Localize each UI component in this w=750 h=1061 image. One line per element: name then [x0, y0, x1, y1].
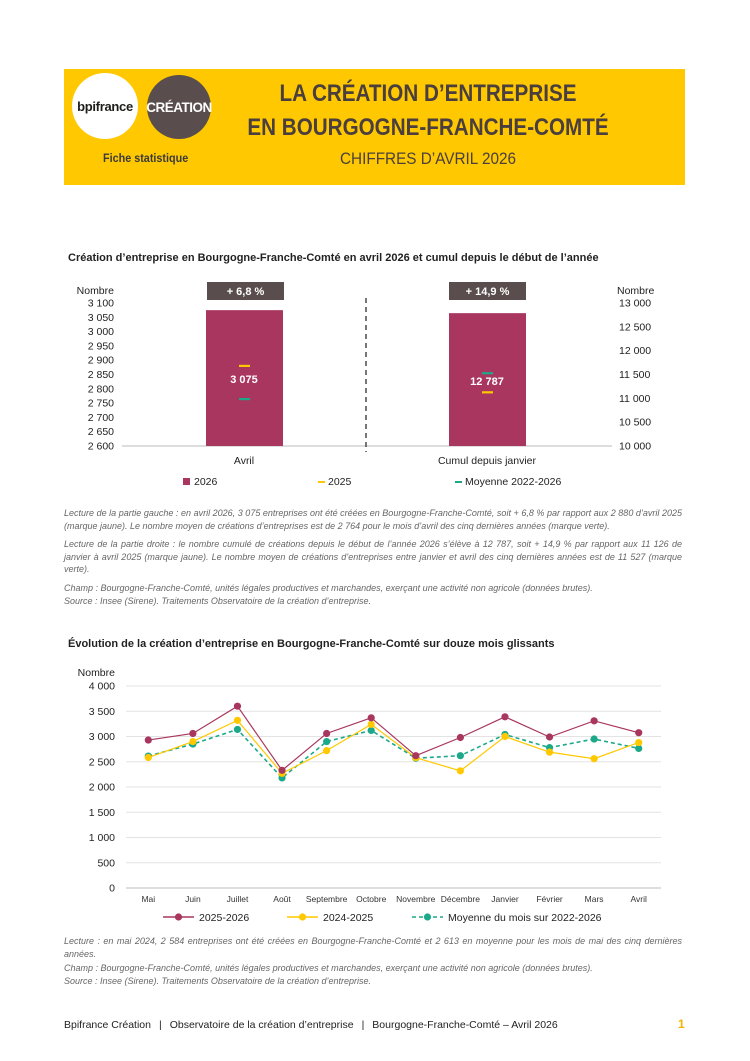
- chart2-x-tick-label: Mai: [141, 894, 156, 904]
- chart1-right-tick-label: 10 000: [619, 440, 652, 453]
- chart1-right-tick-label: 11 000: [619, 392, 651, 405]
- note2-source: Source : Insee (Sirene). Traitements Observatoire de la création d’entreprise.: [64, 975, 371, 986]
- chart2-x-labels: [141, 894, 647, 904]
- series-1-point: [501, 733, 508, 740]
- chart1-left-tick-label: 2 900: [87, 354, 114, 367]
- fiche-label: Fiche statistique: [103, 151, 189, 165]
- chart2-y-tick-label: 0: [109, 882, 115, 895]
- series-1-point: [591, 755, 598, 762]
- series-0-point: [278, 767, 285, 774]
- legend-2025-2026-marker: [175, 913, 182, 920]
- chart2-x-tick-label: Décembre: [440, 894, 480, 904]
- chart2-x-tick-label: Mars: [584, 894, 604, 904]
- chart2-legend: [163, 912, 602, 924]
- chart1-left-tick-label: 3 100: [87, 297, 114, 310]
- legend-2025-label: 2025: [328, 476, 352, 488]
- chart2-axis-label: Nombre: [77, 667, 115, 679]
- right-value-label: 12 787: [470, 376, 504, 388]
- chart2-x-tick-label: Octobre: [356, 894, 387, 904]
- series-1-point: [546, 749, 553, 756]
- chart2-title: Évolution de la création d’entreprise en Bourgogne-Franche-Comté sur douze mois glissants: [68, 638, 555, 650]
- series-0-point: [234, 703, 241, 710]
- chart1-right-tick-label: 12 500: [619, 321, 652, 334]
- series-line-1: [148, 720, 638, 773]
- series-1-point: [457, 767, 464, 774]
- chart1-right-tick-label: 13 000: [619, 297, 652, 310]
- legend-2024-2025-label: 2024-2025: [323, 912, 374, 924]
- note2-lecture: Lecture : en mai 2024, 2 584 entreprises ont été créées en Bourgogne-Franche-Comté et 2 613 en moyenne pour les mois de mai des cinq dernières années.: [64, 936, 682, 959]
- series-1-point: [323, 747, 330, 754]
- chart2-x-tick-label: Avril: [630, 894, 647, 904]
- chart2-x-tick-label: Août: [273, 894, 291, 904]
- bpifrance-logo-text: bpifrance: [77, 98, 133, 114]
- chart2-x-tick-label: Juillet: [226, 894, 249, 904]
- legend-2025-2026-label: 2025-2026: [199, 912, 250, 924]
- chart1-left-tick-label: 2 700: [87, 411, 114, 424]
- chart1-right-tick-label: 11 500: [619, 369, 651, 381]
- left-category-label: Avril: [233, 455, 255, 467]
- chart2-y-tick-label: 2 500: [88, 756, 115, 769]
- chart1-left-tick-label: 2 950: [87, 340, 114, 353]
- footer-separator: |: [361, 1019, 365, 1031]
- page-subtitle: CHIFFRES D’AVRIL 2026: [339, 149, 517, 168]
- series-0-point: [546, 733, 553, 740]
- creation-logo-text: CRÉATION: [146, 99, 212, 115]
- legend-moyenne-mois-label: Moyenne du mois sur 2022-2026: [448, 912, 602, 924]
- series-2-point: [234, 726, 241, 733]
- series-0-point: [189, 730, 196, 737]
- series-1-point: [635, 739, 642, 746]
- note-lecture-gauche: Lecture de la partie gauche : en avril 2026, 3 075 entreprises ont été créées en Bourgogne-Franche-Comté, soit + 6,8 % par rapport aux 2 880 d’avril 2025 (marque jaune). Le nombre moyen de créations d’entreprises est de 2 764 pour le mois d’avril des cinq dernières années (marque verte).: [64, 508, 682, 531]
- note2-champ: Champ : Bourgogne-Franche-Comté, unités légales productives et marchandes, exerçant une activité non agricole (données brutes).: [64, 963, 593, 974]
- note-source: Source : Insee (Sirene). Traitements Observatoire de la création d’entreprise.: [64, 595, 371, 606]
- left-badge: + 6,8 %: [226, 286, 265, 298]
- series-2-point: [323, 738, 330, 745]
- chart2-x-tick-label: Janvier: [491, 894, 519, 904]
- chart1-right-tick-label: 10 500: [619, 416, 652, 429]
- chart1-left-tick-label: 2 800: [87, 383, 114, 396]
- page-number: 1: [678, 1017, 685, 1031]
- chart2-y-tick-label: 4 000: [88, 680, 115, 693]
- series-1-point: [145, 754, 152, 761]
- series-1-point: [234, 717, 241, 724]
- series-0-point: [591, 717, 598, 724]
- footer-separator: |: [158, 1019, 162, 1031]
- chart2-y-tick-label: 3 000: [88, 731, 115, 743]
- chart1-right-tick-label: 12 000: [619, 345, 652, 358]
- chart2-y-tick-label: 3 500: [88, 705, 115, 718]
- chart2-x-tick-label: Février: [536, 894, 563, 904]
- chart2-grid: [89, 681, 661, 895]
- series-line-0: [148, 706, 638, 770]
- legend-2024-2025-marker: [299, 913, 306, 920]
- series-0-point: [412, 752, 419, 759]
- chart1-left-tick-label: 3 050: [87, 311, 114, 324]
- right-category-label: Cumul depuis janvier: [437, 455, 537, 467]
- series-2-point: [591, 735, 598, 742]
- legend-2026-label: 2026: [194, 476, 218, 488]
- footer-brand: Bpifrance Création: [64, 1019, 151, 1031]
- series-0-point: [323, 730, 330, 737]
- series-0-point: [368, 714, 375, 721]
- series-1-point: [189, 738, 196, 745]
- chart1-left-axis-label: Nombre: [76, 285, 114, 297]
- chart2-x-tick-label: Novembre: [396, 894, 436, 904]
- right-badge: + 14,9 %: [465, 286, 510, 298]
- left-value-label: 3 075: [230, 374, 258, 386]
- chart1-left-tick-label: 2 650: [87, 426, 114, 439]
- chart2-y-tick-label: 1 000: [88, 832, 115, 844]
- chart2-x-tick-label: Juin: [185, 894, 201, 904]
- footer-observatoire: Observatoire de la création d’entreprise: [169, 1019, 354, 1031]
- note-champ: Champ : Bourgogne-Franche-Comté, unités légales productives et marchandes, exerçant une activité non agricole (données brutes).: [64, 582, 593, 593]
- legend-moyenne-mois-marker: [424, 913, 431, 920]
- page-title-line2: EN BOURGOGNE-FRANCHE-COMTÉ: [247, 114, 609, 141]
- series-0-point: [145, 736, 152, 743]
- series-2-point: [457, 752, 464, 759]
- series-0-point: [457, 734, 464, 741]
- chart2-y-tick-label: 1 500: [88, 806, 115, 819]
- series-1-point: [368, 721, 375, 728]
- series-0-point: [635, 729, 642, 736]
- chart2-y-tick-label: 2 000: [88, 781, 115, 794]
- chart1-title: Création d’entreprise en Bourgogne-Franche-Comté en avril 2026 et cumul depuis le début de l’année: [68, 252, 599, 264]
- chart1-left-tick-label: 2 850: [87, 369, 114, 381]
- chart2-series: [145, 703, 643, 782]
- legend-moyenne-label: Moyenne 2022-2026: [465, 476, 562, 488]
- note-lecture-droite: Lecture de la partie droite : le nombre cumulé de créations depuis le début de l’année 2026 s’élève à 12 787, soit + 14,9 % par rapport aux 11 126 de janvier à avril 2025 (marque jaune). Le nombre moyen de créations d’entreprises entre janvier et avril des cinq dernières années est de 11 527 (marque verte).: [64, 539, 682, 575]
- chart2-x-tick-label: Septembre: [305, 894, 348, 904]
- chart1-left-tick-label: 2 600: [87, 440, 114, 453]
- chart2-y-tick-label: 500: [97, 857, 115, 870]
- chart1-left-tick-label: 2 750: [87, 397, 114, 410]
- chart1-right-axis-label: Nombre: [617, 285, 655, 297]
- chart1-left-tick-label: 3 000: [87, 326, 114, 339]
- footer: [64, 1019, 558, 1031]
- footer-region-date: Bourgogne-Franche-Comté – Avril 2026: [372, 1019, 558, 1031]
- chart2-notes: [64, 935, 682, 987]
- page-title-line1: LA CRÉATION D’ENTREPRISE: [279, 80, 577, 107]
- series-0-point: [501, 713, 508, 720]
